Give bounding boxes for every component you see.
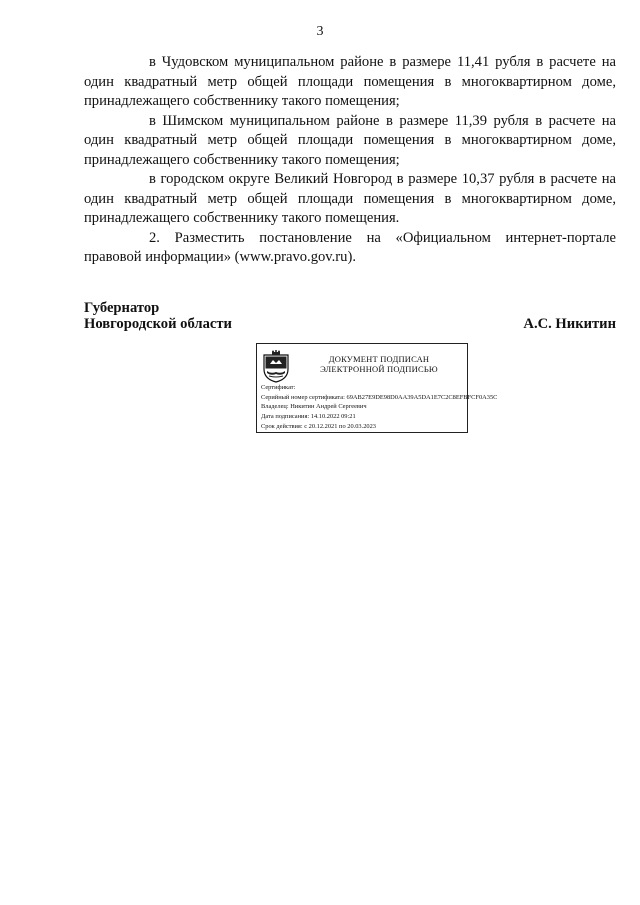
signer-name: А.С. Никитин — [523, 316, 616, 332]
stamp-certificate-label: Сертификат: — [261, 384, 296, 391]
novgorod-coat-of-arms-icon — [261, 349, 291, 383]
stamp-signed-date: Дата подписания: 14.10.2022 09:21 — [261, 413, 356, 421]
signer-position-line2: Новгородской области — [84, 316, 232, 332]
paragraph-shimsk: в Шимском муниципальном районе в размере 11,39 рубля в расчете на один квадратный метр общей площади помещения в многоквартирном доме, принадлежащего собственнику такого помещения; — [84, 112, 616, 168]
stamp-title — [291, 354, 467, 374]
paragraph-publication: 2. Разместить постановление на «Официальном интернет-портале правовой информации» (www.pravo.gov.ru). — [84, 229, 616, 265]
signoff-block — [84, 300, 616, 332]
paragraph-veliky-novgorod: в городском округе Великий Новгород в размере 10,37 рубля в расчете на один квадратный метр общей площади помещения в многоквартирном доме, принадлежащего собственнику такого помещения. — [84, 171, 616, 226]
stamp-details — [261, 383, 498, 432]
stamp-title-line1: ДОКУМЕНТ ПОДПИСАН — [328, 354, 430, 364]
electronic-signature-stamp — [256, 343, 498, 433]
stamp-certificate-number: Серийный номер сертификата: 69AB27E9DE98D0AA39A5DA1E7C2C8EFBFCF0A35C — [261, 393, 498, 401]
paragraph-chudovo: в Чудовском муниципальном районе в размере 11,41 рубля в расчете на один квадратный метр общей площади помещения в многоквартирном доме, принадлежащего собственнику такого помещения; — [84, 54, 616, 109]
body-text — [84, 53, 616, 268]
stamp-validity: Срок действия: с 20.12.2021 по 20.03.2023 — [261, 422, 377, 430]
page-number: 3 — [316, 24, 324, 39]
stamp-title-line2: ЭЛЕКТРОННОЙ ПОДПИСЬЮ — [320, 364, 438, 374]
signer-position-line1: Губернатор — [84, 300, 160, 316]
stamp-owner: Владелец: Никитин Андрей Сергеевич — [261, 403, 367, 411]
